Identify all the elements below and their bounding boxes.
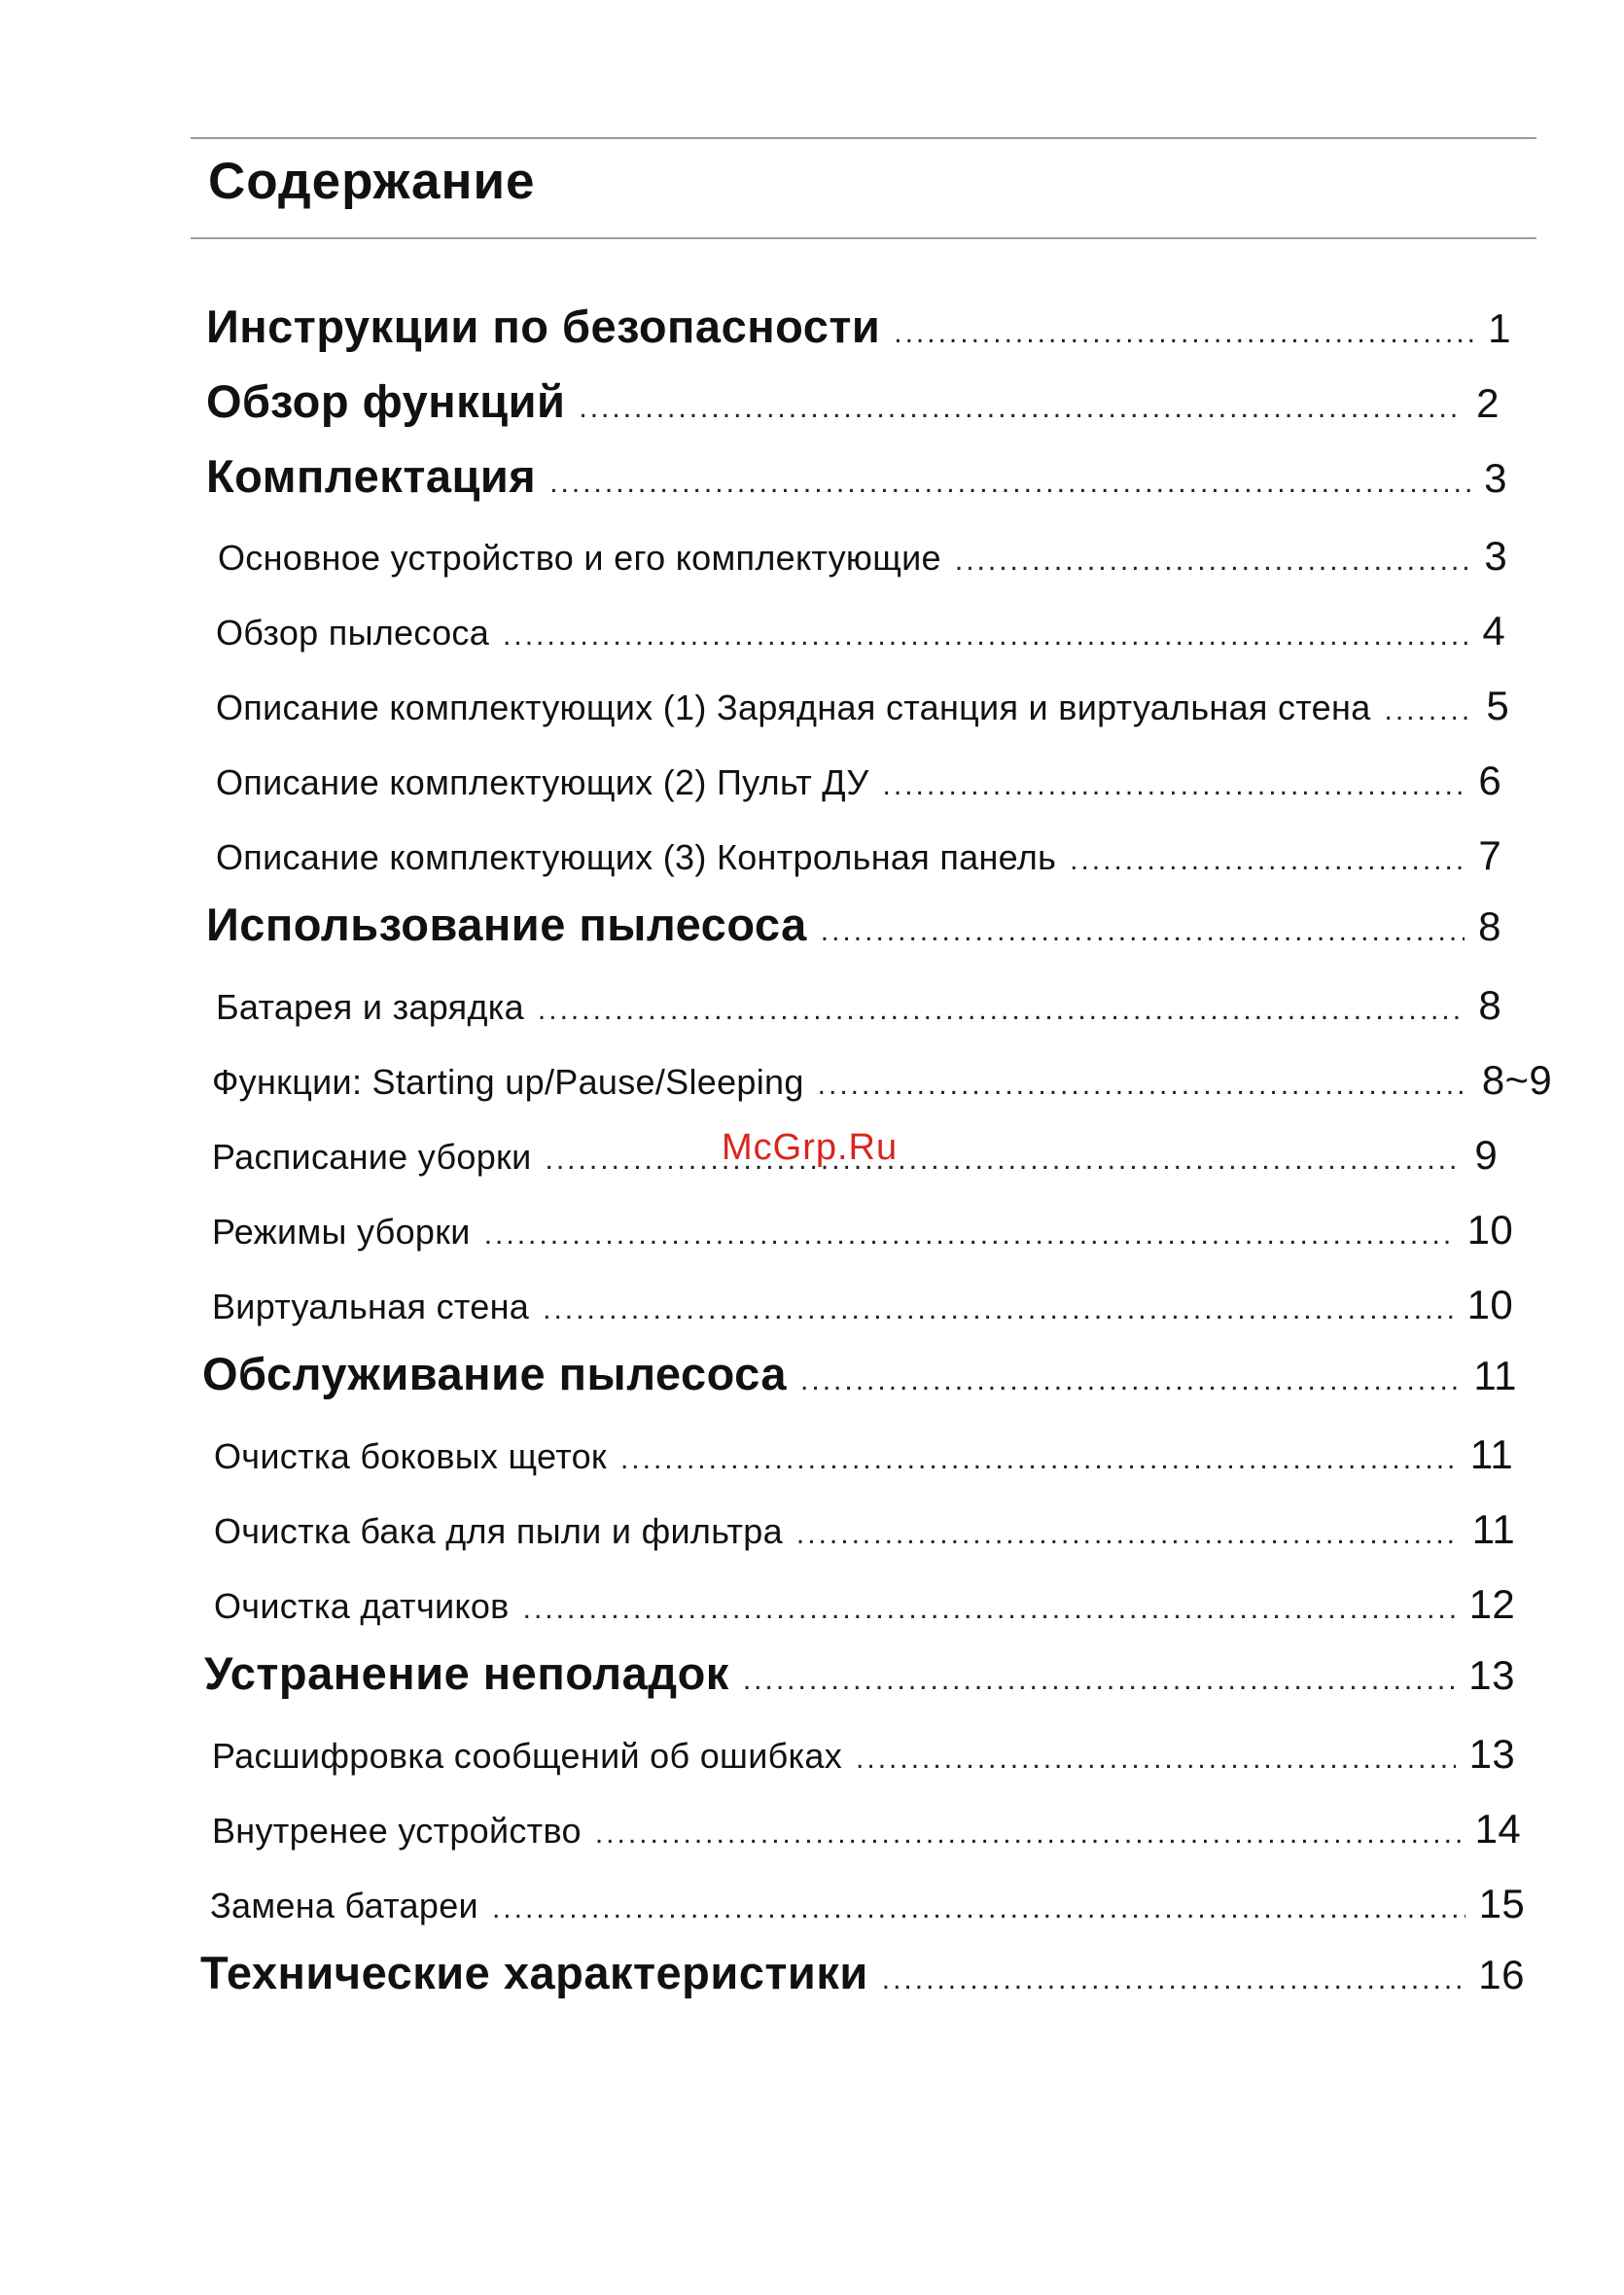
toc-entry-vacuum-overview[interactable] (216, 608, 1505, 654)
toc-entry-error-codes[interactable] (212, 1731, 1515, 1778)
dot-leader (579, 392, 1463, 425)
toc-entry-side-brushes[interactable] (214, 1431, 1513, 1478)
dot-leader (818, 1069, 1468, 1102)
toc-entry-page: 8 (1478, 903, 1501, 949)
toc-entry-label: Виртуальная стена (212, 1287, 530, 1326)
dot-leader (595, 1818, 1462, 1851)
dot-leader (821, 915, 1465, 948)
toc-entry-page: 9 (1474, 1132, 1498, 1178)
dot-leader (503, 619, 1468, 653)
toc-entry-virtual-wall[interactable] (212, 1282, 1513, 1328)
toc-entry-label: Режимы уборки (212, 1212, 471, 1252)
toc-entry-label: Устранение неполадок (204, 1647, 729, 1699)
toc-entry-sensors[interactable] (214, 1581, 1515, 1628)
toc-entry-battery-charging[interactable] (216, 982, 1501, 1029)
toc-entry-components-3[interactable] (216, 832, 1501, 879)
dot-leader (538, 994, 1465, 1027)
dot-leader (549, 467, 1470, 500)
toc-entry-label: Комплектация (206, 450, 537, 502)
toc-entry-maintenance[interactable] (202, 1347, 1517, 1400)
toc-entry-page: 14 (1474, 1806, 1521, 1852)
dot-leader (796, 1518, 1459, 1551)
toc-entry-label: Обслуживание пылесоса (202, 1348, 788, 1399)
toc-entry-page: 8~9 (1481, 1057, 1552, 1103)
toc-entry-label: Обзор функций (206, 375, 566, 427)
toc-entry-page: 5 (1486, 683, 1509, 728)
toc-entry-page: 13 (1468, 1652, 1515, 1698)
toc-entry-label: Использование пылесоса (206, 899, 807, 950)
dot-leader (955, 545, 1470, 578)
toc-entry-package[interactable] (206, 449, 1507, 503)
dot-leader (543, 1293, 1454, 1326)
toc-entry-page: 11 (1473, 1353, 1517, 1398)
toc-entry-page: 10 (1466, 1282, 1513, 1327)
toc-entry-label: Расшифровка сообщений об ошибках (212, 1736, 843, 1776)
toc-entry-label: Технические характеристики (200, 1947, 868, 1998)
toc-entry-features[interactable] (206, 374, 1500, 428)
toc-entry-page: 15 (1478, 1881, 1525, 1926)
dot-leader (894, 317, 1474, 350)
toc-entry-page: 13 (1468, 1731, 1515, 1777)
toc-entry-label: Очистка датчиков (214, 1586, 510, 1626)
dot-leader (743, 1664, 1455, 1697)
toc-entry-page: 8 (1478, 982, 1501, 1028)
dot-leader (546, 1144, 1462, 1177)
toc-entry-label: Обзор пылесоса (216, 613, 490, 653)
toc-entry-label: Внутренее устройство (212, 1811, 582, 1851)
toc-entry-label: Основное устройство и его комплектующие (218, 538, 941, 578)
toc-entry-page: 2 (1476, 380, 1500, 426)
toc-entry-page: 1 (1488, 305, 1511, 351)
toc-entry-specifications[interactable] (200, 1946, 1525, 1999)
page-title: Содержание (208, 153, 536, 210)
dot-leader (882, 1963, 1465, 1996)
toc-entry-dust-bin-filter[interactable] (214, 1506, 1515, 1553)
toc-entry-label: Расписание уборки (212, 1137, 532, 1177)
dot-leader (484, 1218, 1454, 1252)
toc-entry-components-2[interactable] (216, 758, 1501, 804)
toc-entry-label: Батарея и зарядка (216, 987, 524, 1027)
toc-entry-label: Очистка бака для пыли и фильтра (214, 1511, 783, 1551)
toc-entry-battery-replacement[interactable] (210, 1881, 1525, 1927)
toc-entry-page: 3 (1484, 533, 1507, 579)
toc-entry-label: Описание комплектующих (3) Контрольная панель (216, 837, 1057, 877)
toc-entry-page: 11 (1469, 1431, 1513, 1477)
toc-entry-main-unit[interactable] (218, 533, 1507, 580)
toc-entry-page: 4 (1482, 608, 1505, 653)
dot-leader (1385, 694, 1473, 727)
toc-entry-page: 12 (1468, 1581, 1515, 1627)
dot-leader (1070, 844, 1465, 877)
toc-entry-page: 7 (1478, 832, 1501, 878)
dot-leader (523, 1593, 1456, 1626)
toc-entry-page: 11 (1471, 1506, 1515, 1552)
toc-entry-safety[interactable] (206, 300, 1511, 353)
toc-entry-label: Инструкции по безопасности (206, 300, 881, 352)
toc-entry-label: Функции: Starting up/Pause/Sleeping (212, 1062, 804, 1102)
toc-entry-page: 6 (1478, 758, 1501, 803)
toc-entry-label: Замена батареи (210, 1886, 478, 1925)
watermark: McGrp.Ru (722, 1127, 899, 1168)
toc-entry-cleaning-modes[interactable] (212, 1207, 1513, 1253)
toc-entry-label: Описание комплектующих (1) Зарядная станция и виртуальная стена (216, 688, 1371, 727)
toc-entry-functions[interactable] (212, 1057, 1552, 1104)
toc-entry-label: Очистка боковых щеток (214, 1436, 607, 1476)
toc-entry-page: 3 (1484, 455, 1507, 501)
dot-leader (856, 1743, 1456, 1776)
dot-leader (883, 769, 1465, 802)
dot-leader (492, 1892, 1465, 1925)
dot-leader (620, 1443, 1457, 1476)
toc-entry-internal-structure[interactable] (212, 1806, 1521, 1853)
toc-entry-troubleshooting[interactable] (204, 1646, 1515, 1700)
toc-entry-components-1[interactable] (216, 683, 1509, 729)
toc-entry-page: 10 (1466, 1207, 1513, 1253)
toc-entry-page: 16 (1478, 1952, 1525, 1997)
dot-leader (800, 1364, 1460, 1397)
toc-entry-label: Описание комплектующих (2) Пульт ДУ (216, 762, 869, 802)
toc-entry-usage[interactable] (206, 898, 1501, 951)
